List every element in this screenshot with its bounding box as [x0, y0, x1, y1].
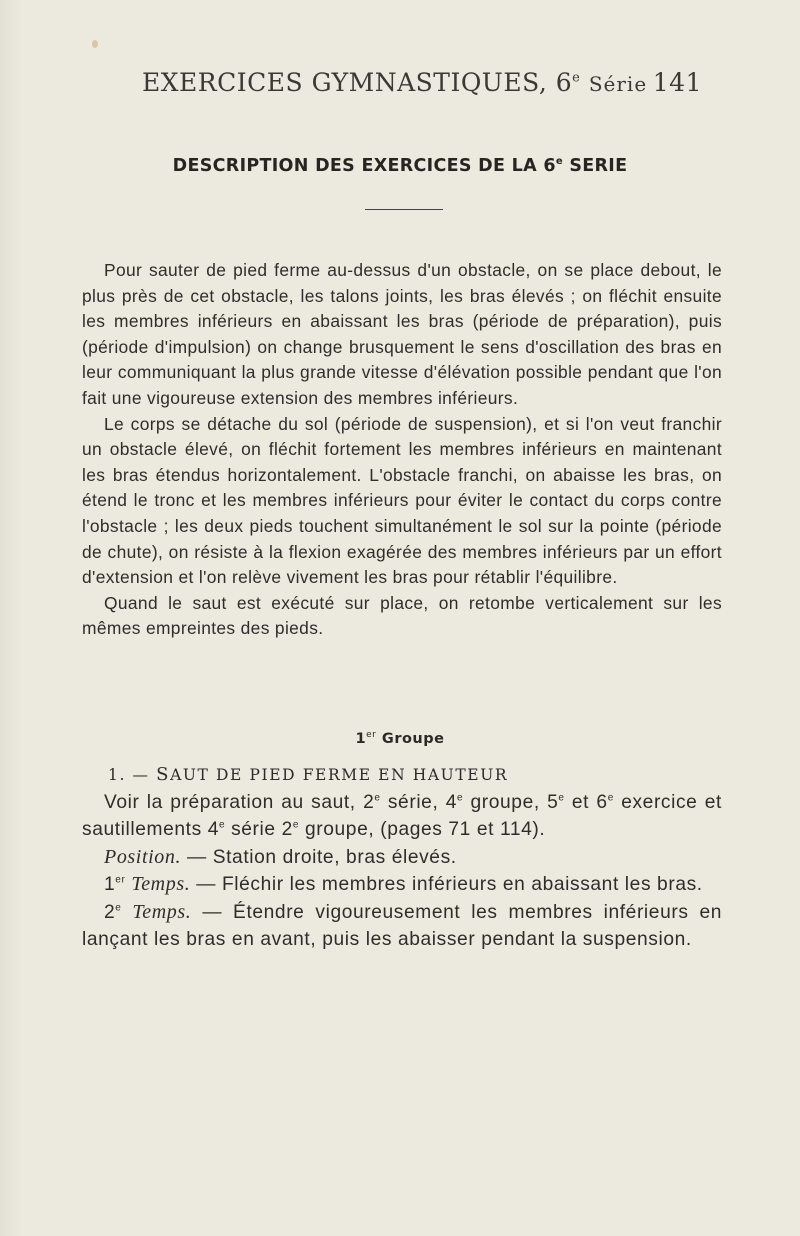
position-paragraph: Position. — Station droite, bras élevés.: [104, 845, 457, 868]
heading-divider: [365, 209, 443, 210]
reference-paragraph: Voir la préparation au saut, 2e série, 4e groupe, 5e et 6e exercice et sautillements 4e série 2e groupe, (pages 71 et 114).: [82, 792, 722, 840]
paper-stain: [92, 40, 98, 48]
temps-2-paragraph: 2e Temps. — Étendre vigoureusement les membres inférieurs en lançant les bras en avant, puis les abaisser pendant la suspension.: [82, 901, 722, 950]
temps-1-paragraph: 1er Temps. — Fléchir les membres inférieurs en abaissant les bras.: [104, 873, 703, 896]
section-heading: DESCRIPTION DES EXERCICES DE LA 6e SERIE: [172, 156, 628, 176]
page-fold-shadow: [0, 0, 24, 1236]
exercise-title: 1. — SAUT DE PIED FERME EN HAUTEUR: [108, 764, 509, 785]
paragraph: Quand le saut est exécuté sur place, on retombe verticalement sur les mêmes empreintes des pieds.: [82, 592, 722, 639]
exercise-description: [82, 790, 722, 954]
page-number: 141: [652, 68, 702, 97]
paragraph: Le corps se détache du sol (période de suspension), et si l'on veut franchir un obstacle élevé, on fléchit fortement les membres inférieurs en maintenant les bras étendus horizontalement. L'obstacle franchi, on abaisse les bras, on étend le tronc et les membres inférieurs pour éviter le contact du corps contre l'obstacle ; les deux pieds touchent simultanément le sol sur la pointe (période de chute), on résiste à la flexion exagérée des membres inférieurs par un effort d'extension et l'on relève vivement les bras pour rétablir l'équilibre.: [82, 413, 722, 588]
paragraph: Pour sauter de pied ferme au-dessus d'un obstacle, on se place debout, le plus près de cet obstacle, les talons joints, les bras élevés ; on fléchit ensuite les membres inférieurs en abaissant les bras (période de préparation), puis (période d'impulsion) on change brusquement le sens d'oscillation des bras en leur communiquant la plus grande vitesse d'élévation possible pendant que l'on fait une vigoureuse extension des membres inférieurs.: [82, 260, 722, 408]
group-title: 1er Groupe: [355, 730, 445, 747]
running-head-title: EXERCICES GYMNASTIQUES, 6e Série: [142, 68, 648, 97]
description-text: [82, 258, 722, 642]
